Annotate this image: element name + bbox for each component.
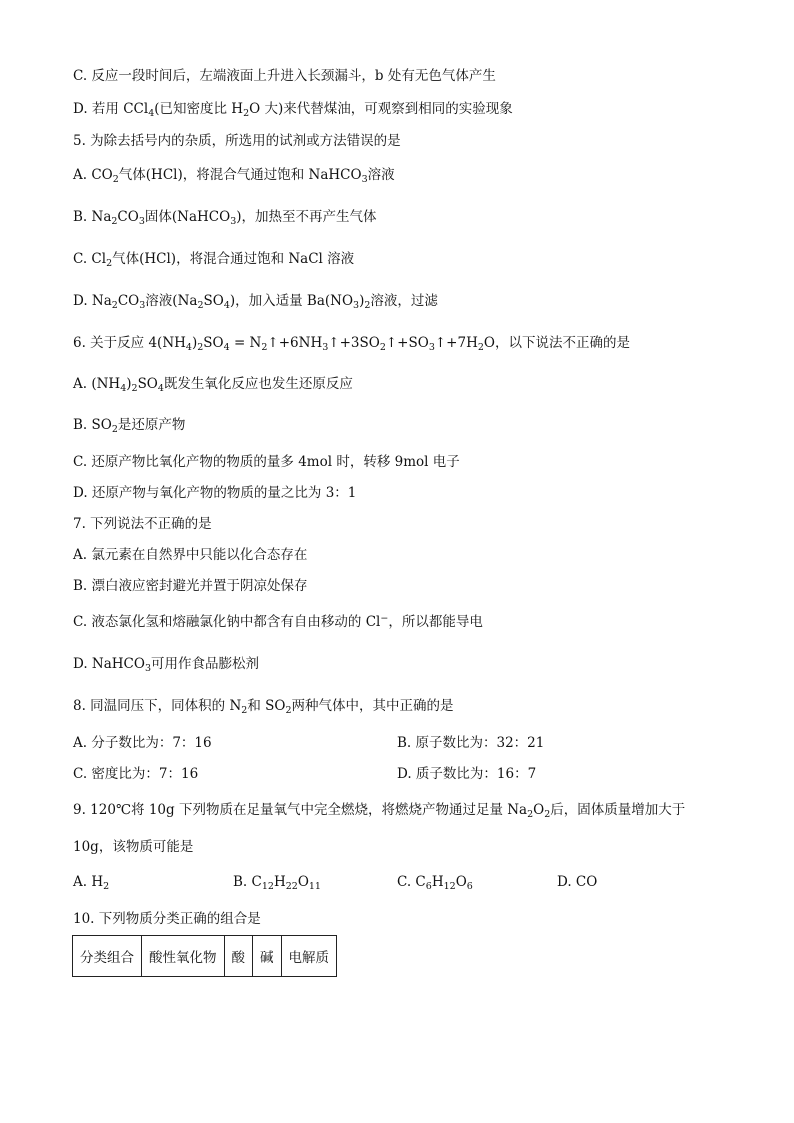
q5-option-b: B. $Na_2CO_3$固体(NaHCO$_3$)，加热至不再产生气体 bbox=[73, 209, 377, 227]
q7-stem: 7. 下列说法不正确的是 bbox=[73, 516, 212, 532]
q6-option-b: B. $SO_2$是还原产物 bbox=[73, 417, 186, 435]
q8-option-a: A. 分子数比为：7：16 bbox=[73, 735, 212, 751]
q7-option-d: D. NaHCO$_3$可用作食品膨松剂 bbox=[73, 656, 260, 674]
q9-option-d: D. CO bbox=[557, 874, 598, 890]
q4-option-d: D. 若用 CCl$_4$(已知密度比 $H_2O$ 大)来代替煤油，可观察到相同的实验现象 bbox=[73, 101, 513, 119]
q8-option-d: D. 质子数比为：16：7 bbox=[397, 766, 537, 782]
q7-option-c: C. 液态氯化氢和熔融氯化钠中都含有自由移动的 Cl−，所以都能导电 bbox=[73, 613, 483, 630]
q5-option-a: A. $CO_2$气体(HCl)，将混合气通过饱和 NaHCO$_3$溶液 bbox=[73, 167, 395, 185]
q10-stem: 10. 下列物质分类正确的组合是 bbox=[73, 911, 261, 927]
q7-option-b: B. 漂白液应密封避光并置于阴凉处保存 bbox=[73, 578, 308, 594]
q5-stem: 5. 为除去括号内的杂质，所选用的试剂或方法错误的是 bbox=[73, 133, 401, 149]
q9-stem-line1: 9. 120℃将 10g 下列物质在足量氧气中完全燃烧，将燃烧产物通过足量 $Na_2O_2$后，固体质量增加大于 bbox=[73, 802, 686, 820]
q8-option-c: C. 密度比为：7：16 bbox=[73, 766, 199, 782]
q9-option-c: C. $C_6H_{12}O_6$ bbox=[397, 874, 473, 892]
q6-option-d: D. 还原产物与氧化产物的物质的量之比为 3：1 bbox=[73, 485, 357, 501]
q9-option-b: B. $C_{12}H_{22}O_{11}$ bbox=[233, 874, 321, 892]
q7-option-a: A. 氯元素在自然界中只能以化合态存在 bbox=[73, 547, 308, 563]
q10-classification-table bbox=[72, 935, 337, 977]
q6-option-a: A. $(NH_4)_2SO_4$既发生氧化反应也发生还原反应 bbox=[73, 376, 353, 394]
table-header-cell: 电解质 bbox=[281, 936, 337, 977]
q4-option-c: C. 反应一段时间后，左端液面上升进入长颈漏斗，b 处有无色气体产生 bbox=[73, 68, 496, 84]
table-header-cell: 酸性氧化物 bbox=[142, 936, 225, 977]
table-header-row bbox=[73, 936, 337, 977]
q5-option-d: D. $Na_2CO_3$溶液$(Na_2SO_4)$，加入适量 $Ba(NO_3)_2$溶液，过滤 bbox=[73, 293, 438, 311]
q6-option-c: C. 还原产物比氧化产物的物质的量多 4mol 时，转移 9mol 电子 bbox=[73, 454, 460, 470]
q8-option-b: B. 原子数比为：32：21 bbox=[397, 735, 545, 751]
q8-stem: 8. 同温同压下，同体积的 $N_2$和 $SO_2$两种气体中，其中正确的是 bbox=[73, 698, 454, 716]
q9-option-a: A. $H_2$ bbox=[73, 874, 110, 892]
table-header-cell: 碱 bbox=[253, 936, 282, 977]
table-header-cell: 酸 bbox=[224, 936, 253, 977]
table-header-cell: 分类组合 bbox=[73, 936, 142, 977]
q6-stem: 6. 关于反应 $4(NH_4)_2SO_4$ = $N_2↑+6NH_3↑+3SO_2↑+SO_3↑+7H_2O$，以下说法不正确的是 bbox=[73, 335, 630, 353]
q5-option-c: C. $Cl_2$气体(HCl)，将混合通过饱和 NaCl 溶液 bbox=[73, 251, 355, 269]
q9-stem-line2: 10g，该物质可能是 bbox=[73, 839, 194, 855]
